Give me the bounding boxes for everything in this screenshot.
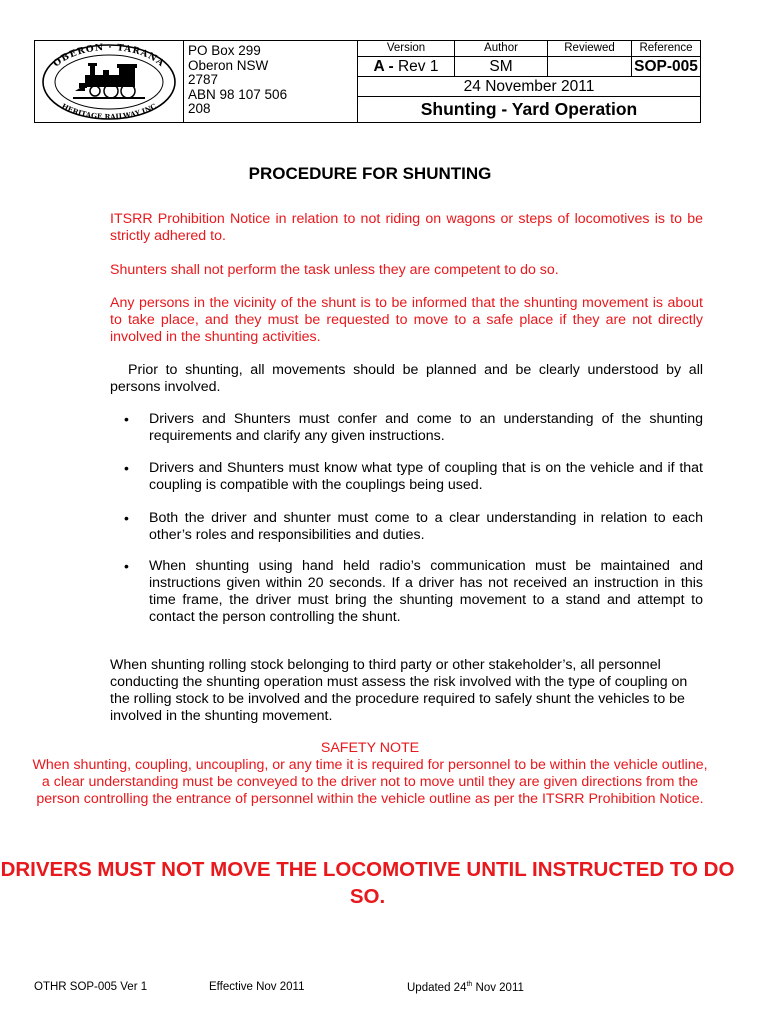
version-value <box>358 57 455 76</box>
address-line: 2787 <box>188 72 219 87</box>
values-row <box>358 57 700 77</box>
bullet-icon: • <box>124 460 129 476</box>
footer-updated <box>407 981 524 994</box>
reference-value: SOP-005 <box>634 58 698 75</box>
warning-banner: DRIVERS MUST NOT MOVE THE LOCOMOTIVE UNTIL INSTRUCTED TO DO SO. <box>0 858 735 908</box>
author-value: SM <box>455 57 548 76</box>
footer-effective: Effective Nov 2011 <box>209 981 305 993</box>
address-block <box>183 41 358 122</box>
version-prefix: A - <box>373 58 398 75</box>
logo-bottom-text: HERITAGE RAILWAY INC <box>60 101 158 122</box>
address-line: PO Box 299 <box>188 43 261 58</box>
column-labels-row <box>358 41 700 57</box>
doc-control-table <box>358 41 700 122</box>
bullet-icon: • <box>124 558 129 574</box>
locomotive-icon <box>73 63 145 99</box>
bullet-item: When shunting using hand held radio’s communication must be maintained and instructions given within 20 seconds. If a driver has not received an instruction in this time frame, the driver must bring the shunting movement to a stand and attempt to contact the person controlling the shunt. <box>149 558 703 625</box>
bullet-item: Both the driver and shunter must come to a clear understanding in relation to each other’s roles and responsibilities and duties. <box>149 510 703 543</box>
version-label: Version <box>358 41 455 56</box>
intro-paragraph: Prior to shunting, all movements should be planned and be clearly understood by all persons involved. <box>110 362 703 395</box>
safety-note-label: SAFETY NOTE <box>320 740 420 756</box>
bullet-icon: • <box>124 510 129 526</box>
footer-updated-sup: th <box>466 981 473 988</box>
doc-title: Shunting - Yard Operation <box>420 99 638 119</box>
svg-text:OBERON · TARANA <box>52 43 166 69</box>
reviewed-value <box>548 57 632 76</box>
reference-label: Reference <box>639 42 693 54</box>
svg-text:HERITAGE RAILWAY INC <box>60 101 158 121</box>
safety-note-text: When shunting, coupling, uncoupling, or any time it is required for personnel to be within the vehicle outline, a clear understanding must be conveyed to the driver not to move until they are given directions from the person controlling the entrance of personnel within the vehicle outline as per the ITSRR Prohibition Notice. <box>32 757 708 807</box>
author-label: Author <box>455 41 548 56</box>
notice-prohibition: ITSRR Prohibition Notice in relation to not riding on wagons or steps of locomotives is to be strictly adhered to. <box>110 211 703 244</box>
bullet-item: Drivers and Shunters must know what type of coupling that is on the vehicle and if that coupling is compatible with the couplings being used. <box>149 460 703 493</box>
page-title: PROCEDURE FOR SHUNTING <box>248 164 492 183</box>
address-line: Oberon NSW <box>188 57 269 73</box>
address-line: 208 <box>188 101 211 116</box>
third-party-paragraph: When shunting rolling stock belonging to third party or other stakeholder’s, all personnel conducting the shunting operation must assess the risk involved with the type of coupling on the rolling stock to be involved and the procedure required to safely shunt the vehicles to be involved in the shunting movement. <box>110 657 688 724</box>
notice-vicinity: Any persons in the vicinity of the shunt is to be informed that the shunting movement is about to take place, and they must be requested to move to a safe place if they are not directly involved in the shunting activities. <box>110 295 703 345</box>
bullet-icon: • <box>124 411 129 427</box>
railway-logo <box>35 41 183 122</box>
address-line: ABN 98 107 506 <box>188 86 288 102</box>
logo-top-text: OBERON · TARANA <box>51 42 167 70</box>
logo-cell <box>35 41 184 122</box>
footer-updated-suffix: Nov 2011 <box>472 981 524 994</box>
version-rest: Rev 1 <box>397 58 439 75</box>
bullet-item: Drivers and Shunters must confer and come to an understanding of the shunting requirements and clarify any given instructions. <box>149 411 703 444</box>
footer-updated-prefix: Updated 24 <box>407 981 467 994</box>
notice-competency: Shunters shall not perform the task unless they are competent to do so. <box>110 262 559 278</box>
document-header <box>34 40 701 123</box>
date-row: 24 November 2011 <box>358 77 700 97</box>
footer-doc-ref: OTHR SOP-005 Ver 1 <box>34 981 148 993</box>
reviewed-label: Reviewed <box>548 41 632 56</box>
